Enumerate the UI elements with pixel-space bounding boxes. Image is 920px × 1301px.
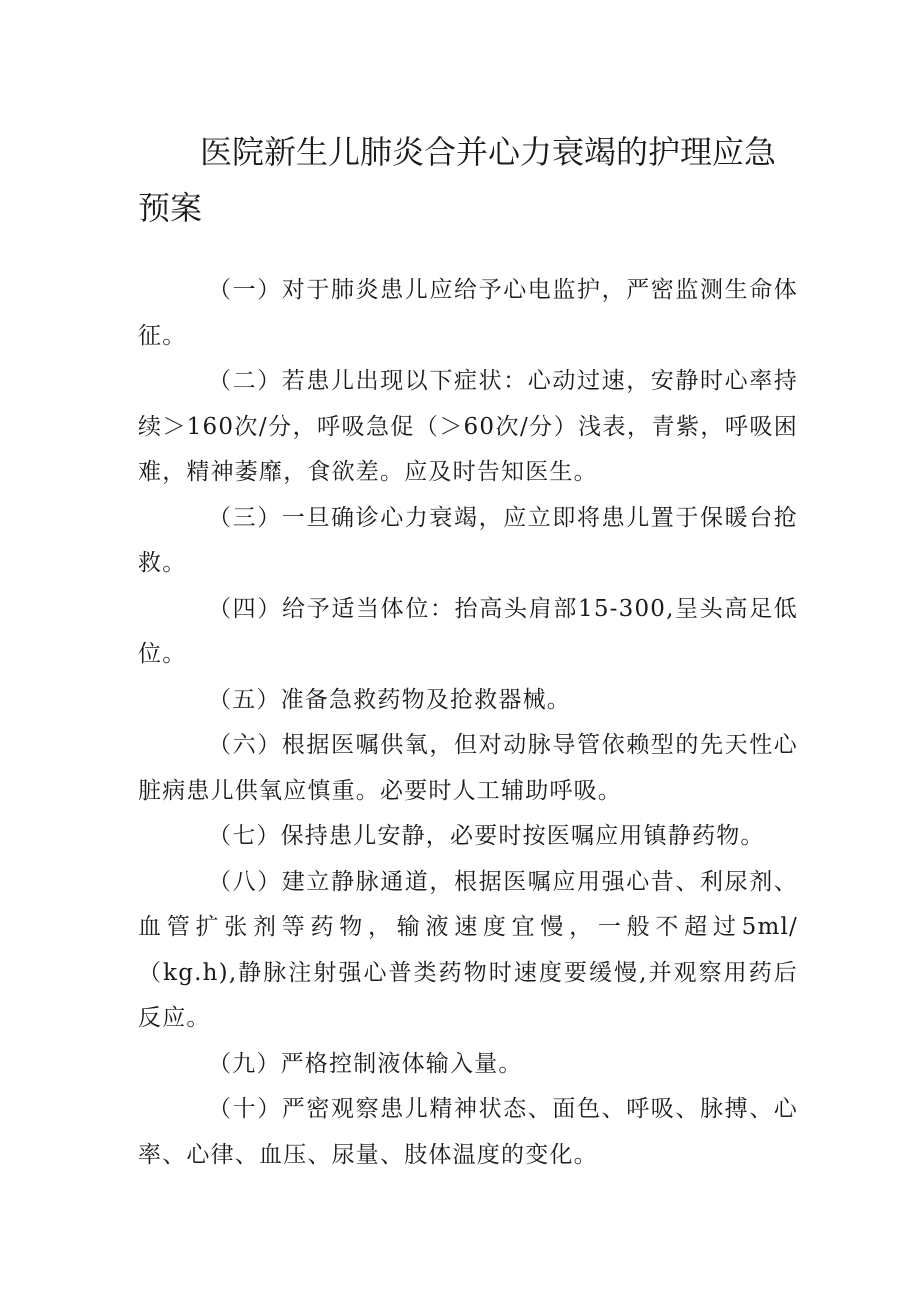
paragraph-1: （一）对于肺炎患儿应给予心电监护，严密监测生命体征。 (138, 277, 798, 349)
document-body (138, 268, 798, 1178)
paragraph-7: （七）保持患儿安静，必要时按医嘱应用镇静药物。 (208, 823, 765, 849)
paragraph-10: （十）严密观察患儿精神状态、面色、呼吸、脉搏、心率、心律、血压、尿量、肢体温度的变化。 (138, 1096, 798, 1168)
paragraph-5: （五）准备急救药物及抢救器械。 (208, 686, 571, 713)
document-title: 医院新生儿肺炎合并心力衰竭的护理应急预案 (138, 133, 777, 227)
paragraph-3: （三）一旦确诊心力衰竭，应立即将患儿置于保暖台抢救。 (138, 504, 798, 576)
paragraph-2: （二）若患儿出现以下症状：心动过速，安静时心率持续＞160次/分，呼吸急促（＞60次/分）浅表，青紫，呼吸困难，精神萎靡，食欲差。应及时告知医生。 (138, 368, 798, 485)
paragraph-4: （四）给予适当体位：抬高头肩部15-300,呈头高足低位。 (138, 595, 798, 667)
paragraph-6: （六）根据医嘱供氧，但对动脉导管依赖型的先天性心脏病患儿供氧应慎重。必要时人工辅助呼吸。 (138, 732, 798, 804)
paragraph-8: （八）建立静脉通道，根据医嘱应用强心昔、利尿剂、血管扩张剂等药物，输液速度宜慢，一般不超过5ml/（kg.h),静脉注射强心普类药物时速度要缓慢,并观察用药后反应。 (138, 868, 798, 1031)
paragraph-9: （九）严格控制液体输入量。 (208, 1050, 523, 1077)
